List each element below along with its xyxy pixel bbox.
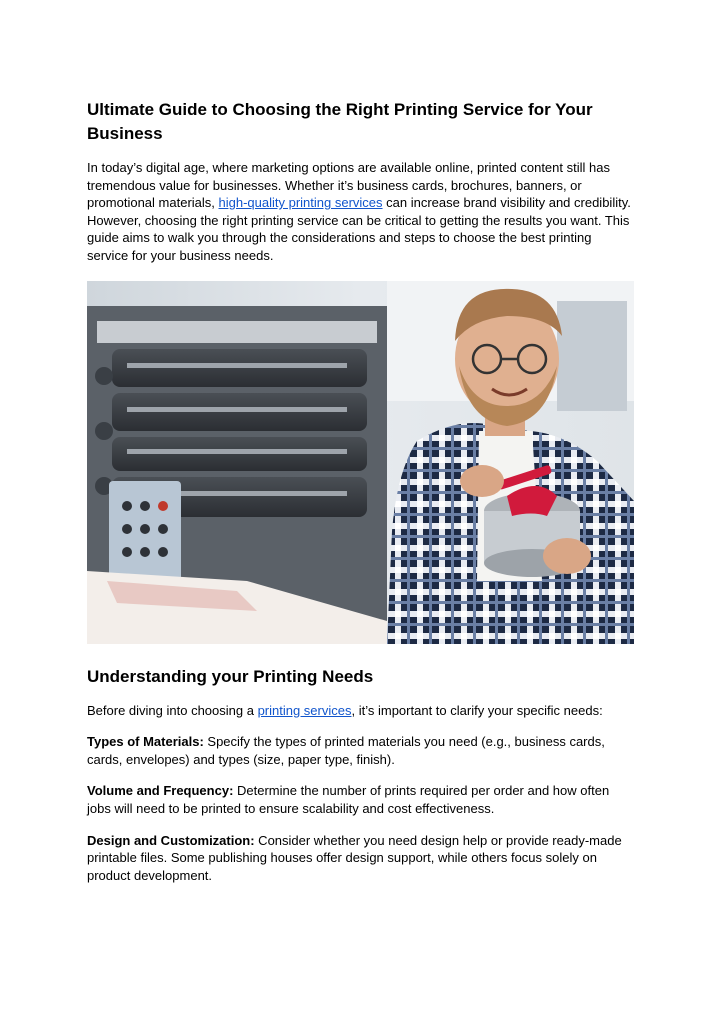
page-title: Ultimate Guide to Choosing the Right Printing Service for Your Business (87, 100, 593, 143)
item-text: Determine the number of prints required per order and how often jobs will need to be printed to ensure scalability and cost effectiveness. (87, 783, 610, 816)
intro-paragraph (87, 159, 635, 265)
item-text: Specify the types of printed materials you need (e.g., business cards, cards, envelopes) and types (size, paper type, finish). (87, 734, 605, 767)
document-page (87, 98, 635, 898)
section-heading: Understanding your Printing Needs (87, 666, 374, 686)
intro-text-before: In today’s digital age, where marketing options are available online, printed content still has tremendous value for businesses. Whether it’s business cards, brochures, banners, or promotional materials, (87, 160, 610, 211)
list-item (87, 782, 635, 817)
list-item (87, 733, 635, 768)
item-label: Types of Materials: (87, 734, 204, 750)
item-text: Consider whether you need design help or provide ready-made printable files. Some publishing houses offer design support, while others focus solely on product development. (87, 832, 622, 883)
printing-services-link[interactable]: printing services (257, 702, 352, 718)
printing-press-photo (87, 281, 634, 644)
section-lead-paragraph (87, 702, 635, 720)
section-lead-before: Before diving into choosing a (87, 702, 258, 718)
intro-text-after: can increase brand visibility and credibility. However, choosing the right printing service can be critical to getting the results you want. This guide aims to walk you through the considerations and steps to choose the best printing service for your business needs. (87, 195, 631, 263)
item-label: Volume and Frequency: (87, 783, 234, 799)
high-quality-printing-services-link[interactable]: high-quality printing services (218, 195, 383, 211)
list-item (87, 832, 635, 885)
section-lead-after: , it’s important to clarify your specific needs: (351, 702, 603, 718)
item-label: Design and Customization: (87, 832, 255, 848)
